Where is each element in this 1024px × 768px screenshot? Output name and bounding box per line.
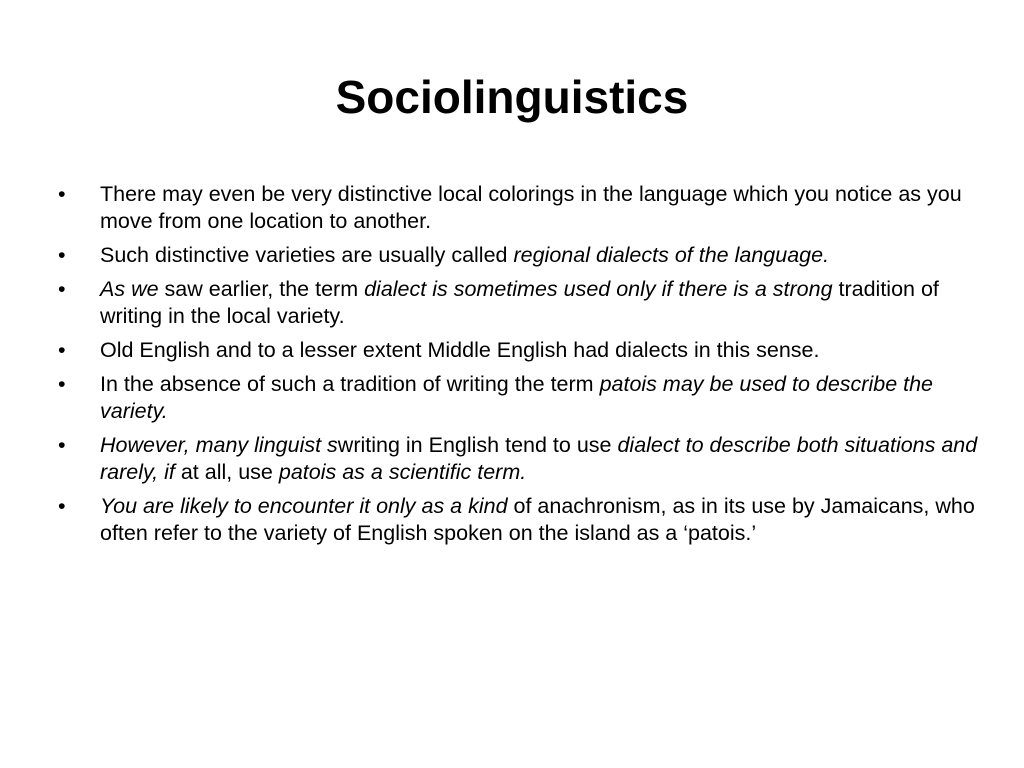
italic-text: regional dialects of the language. xyxy=(513,243,830,267)
bullet-text: Such distinctive varieties are usually called xyxy=(100,243,514,267)
bullet-text: In the absence of such a tradition of writing the term xyxy=(100,372,600,396)
bullet-text: saw earlier, the term xyxy=(158,277,365,301)
italic-text: patois as a scientific term. xyxy=(278,460,527,484)
bullet-item xyxy=(58,242,978,269)
bullet-item xyxy=(58,493,978,547)
bullet-icon: • xyxy=(58,338,66,362)
bullet-icon: • xyxy=(58,243,66,267)
bullet-icon: • xyxy=(58,494,66,518)
italic-text: However, many linguist s xyxy=(100,433,338,457)
bullet-icon: • xyxy=(58,277,66,301)
bullet-text: Old English and to a lesser extent Middle English had dialects in this sense. xyxy=(100,338,820,362)
bullet-item xyxy=(58,276,978,330)
slide-title: Sociolinguistics xyxy=(335,71,689,123)
bullet-text: There may even be very distinctive local colorings in the language which you notice as you move from one location to another. xyxy=(100,182,962,233)
italic-text: patois may be used to describe the variety. xyxy=(100,372,934,423)
bullet-list xyxy=(58,181,978,554)
bullet-text: of anachronism, as in its use by Jamaicans, who often refer to the variety of English spoken on the island as a ‘patois.’ xyxy=(100,494,975,545)
italic-text: dialect is sometimes used only if there is a strong xyxy=(364,277,833,301)
italic-text: As we xyxy=(100,277,159,301)
bullet-icon: • xyxy=(58,433,66,457)
italic-text: You are likely to encounter it only as a kind xyxy=(100,494,508,518)
bullet-item xyxy=(58,432,978,486)
bullet-text: tradition of writing in the local variety. xyxy=(100,277,939,328)
bullet-text: writing in English tend to use xyxy=(337,433,618,457)
bullet-icon: • xyxy=(58,182,66,206)
bullet-item xyxy=(58,181,978,235)
bullet-item xyxy=(58,371,978,425)
bullet-icon: • xyxy=(58,372,66,396)
italic-text: dialect to describe both situations and rarely, if xyxy=(100,433,978,484)
bullet-text: at all, use xyxy=(174,460,279,484)
bullet-item xyxy=(58,337,978,364)
